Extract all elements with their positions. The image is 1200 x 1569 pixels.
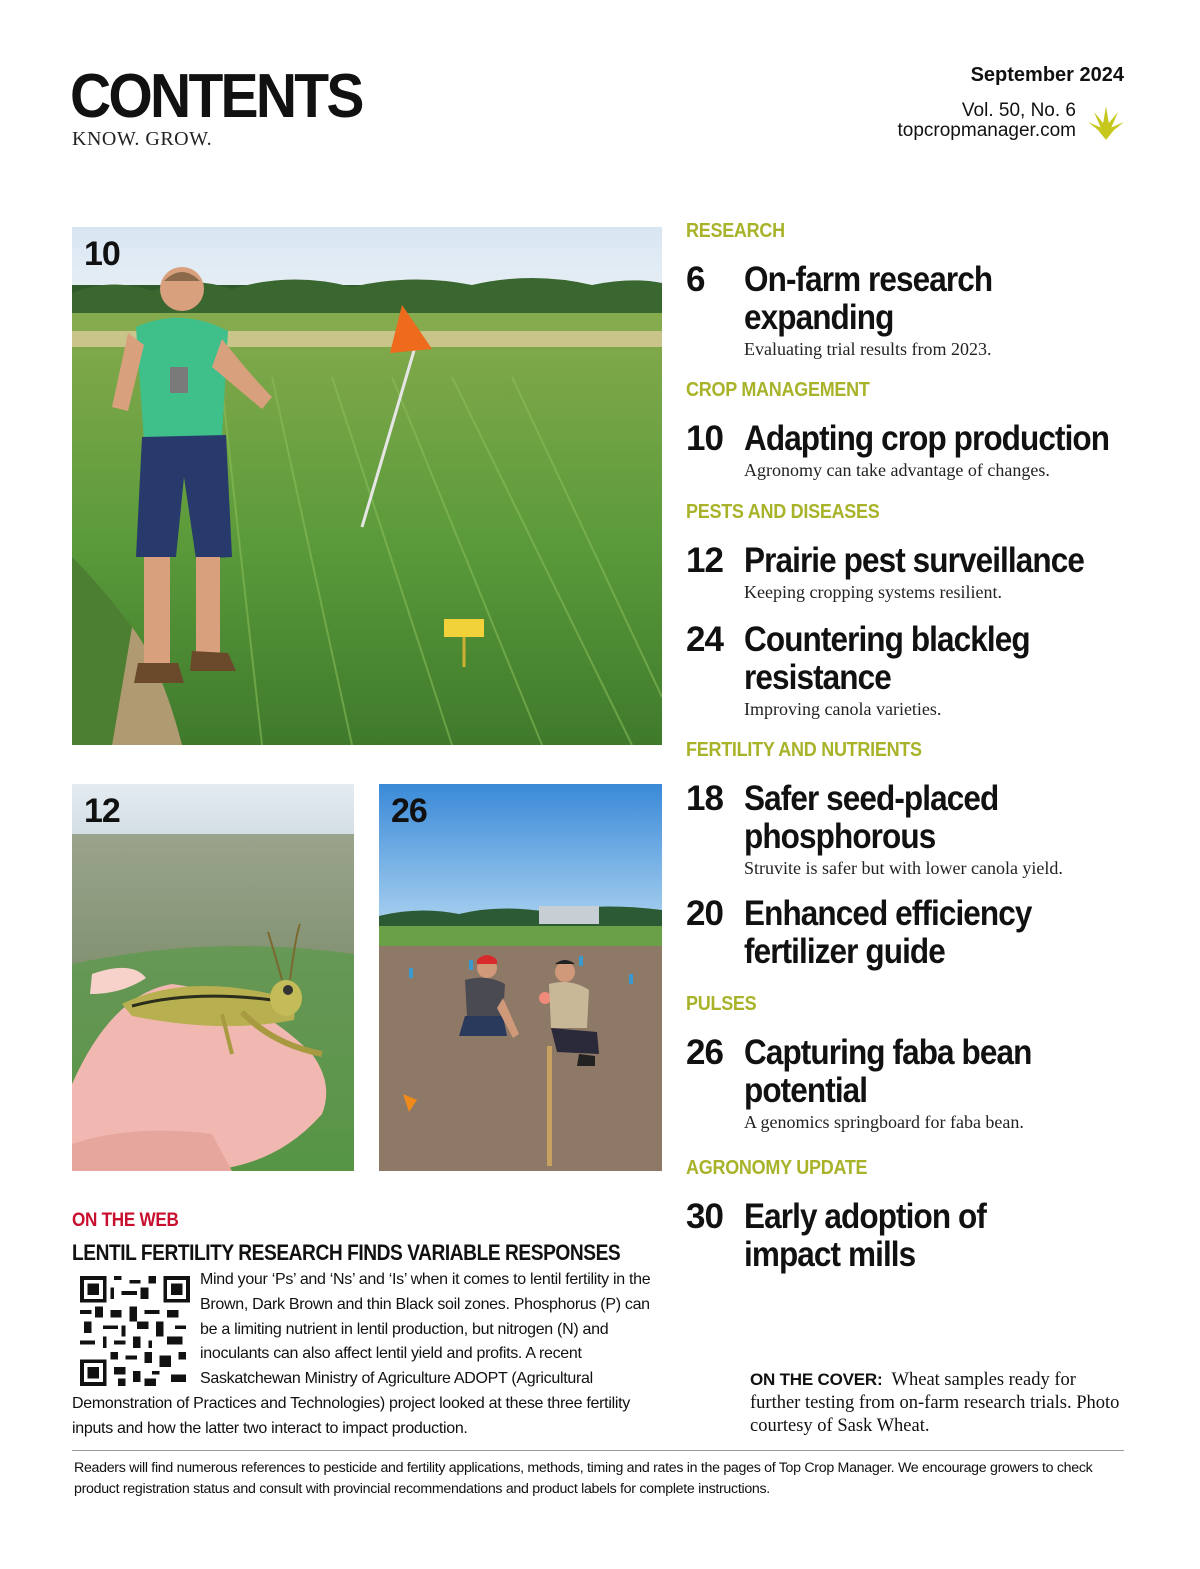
qr-spacer [72, 1268, 200, 1390]
tagline: KNOW. GROW. [72, 128, 213, 150]
entry-title: Early adoption of [744, 1197, 986, 1236]
entry-page-number: 26 [686, 1033, 723, 1072]
entry-title: resistance [744, 658, 891, 697]
photo-page-number: 12 [84, 792, 120, 830]
cover-caption [750, 1368, 1130, 1438]
entry-page-number: 18 [686, 779, 723, 818]
page-title: CONTENTS [70, 62, 362, 131]
entry-deck: Evaluating trial results from 2023. [744, 339, 992, 359]
toc-entry[interactable] [686, 621, 1146, 720]
toc-entry[interactable] [686, 542, 1146, 603]
section-label-pests-and-diseases: PESTS AND DISEASES [686, 501, 880, 523]
entry-page-number: 12 [686, 541, 723, 580]
section-label-research: RESEARCH [686, 220, 785, 242]
entry-page-number: 24 [686, 620, 723, 659]
entry-page-number: 10 [686, 419, 723, 458]
photo-faba-field [379, 784, 662, 1171]
entry-title: phosphorous [744, 817, 936, 856]
web-article-text: Mind your ‘Ps’ and ‘Ns’ and ‘Is’ when it comes to lentil fertility in the Brown, Dark Brown and thin Black soil zones. Phosphorus (P) can be a limiting nutrient in lentil production, but nitrogen (N) and inoculants can also affect lentil yield and profits. A recent Saskatchewan Ministry of Agriculture ADOPT (Agricultural Demonstration of Practices and Technologies) project looked at these three fertility inputs and how the latter two interact to impact production. [72, 1271, 651, 1437]
entry-deck: A genomics springboard for faba bean. [744, 1112, 1024, 1132]
web-article-headline[interactable]: LENTIL FERTILITY RESEARCH FINDS VARIABLE RESPONSES [72, 1240, 621, 1265]
grasshopper-illustration [72, 784, 354, 1171]
field-researchers-illustration [379, 784, 662, 1171]
photo-wheat-plots [72, 227, 662, 745]
issue-volume: Vol. 50, No. 6 [961, 100, 1076, 121]
web-article-body [72, 1268, 664, 1442]
table-of-contents [686, 220, 1146, 1274]
entry-title: fertilizer guide [744, 932, 945, 971]
toc-entry[interactable] [686, 1034, 1146, 1133]
footer-divider [72, 1450, 1124, 1451]
wheat-burst-icon [1086, 102, 1126, 142]
entry-title: impact mills [744, 1235, 916, 1274]
entry-title: Capturing faba bean [744, 1033, 1032, 1072]
entry-deck: Keeping cropping systems resilient. [744, 582, 1002, 602]
on-the-web-label: ON THE WEB [72, 1210, 179, 1231]
toc-entry[interactable] [686, 895, 1146, 971]
entry-title: potential [744, 1071, 868, 1110]
photo-page-number: 10 [84, 235, 120, 273]
entry-deck: Improving canola varieties. [744, 699, 942, 719]
toc-entry[interactable] [686, 1198, 1146, 1274]
issue-date: September 2024 [970, 64, 1124, 86]
cover-caption-label: ON THE COVER: [750, 1370, 892, 1389]
entry-title: Enhanced efficiency [744, 894, 1032, 933]
entry-title: expanding [744, 298, 894, 337]
section-label-agronomy-update: AGRONOMY UPDATE [686, 1157, 868, 1179]
cover-caption-text: Wheat samples ready for further testing from on-farm research trials. Photo courtesy of Sask Wheat. [750, 1370, 1120, 1436]
entry-page-number: 30 [686, 1197, 723, 1236]
entry-title: Safer seed-placed [744, 779, 999, 818]
website-link[interactable]: topcropmanager.com [897, 120, 1076, 141]
photo-page-number: 26 [391, 792, 427, 830]
entry-page-number: 6 [686, 260, 705, 299]
entry-deck: Agronomy can take advantage of changes. [744, 460, 1050, 480]
entry-title: Prairie pest surveillance [744, 541, 1084, 580]
photo-grasshopper [72, 784, 354, 1171]
toc-entry[interactable] [686, 420, 1146, 481]
entry-page-number: 20 [686, 894, 723, 933]
section-label-pulses: PULSES [686, 993, 757, 1015]
toc-entry[interactable] [686, 261, 1146, 360]
entry-deck: Struvite is safer but with lower canola yield. [744, 858, 1063, 878]
section-label-crop-management: CROP MANAGEMENT [686, 379, 870, 401]
entry-title: Adapting crop production [744, 419, 1110, 458]
section-label-fertility-and-nutrients: FERTILITY AND NUTRIENTS [686, 739, 922, 761]
wheat-field-illustration [72, 227, 662, 745]
issue-info [971, 62, 1124, 88]
entry-title: Countering blackleg [744, 620, 1030, 659]
disclaimer-text: Readers will find numerous references to pesticide and fertility applications, methods, timing and rates in the pages of Top Crop Manager. We encourage growers to check product registration status and consult with provincial recommendations and product labels for complete instructions. [74, 1460, 1093, 1497]
toc-entry[interactable] [686, 780, 1146, 879]
entry-title: On-farm research [744, 260, 993, 299]
